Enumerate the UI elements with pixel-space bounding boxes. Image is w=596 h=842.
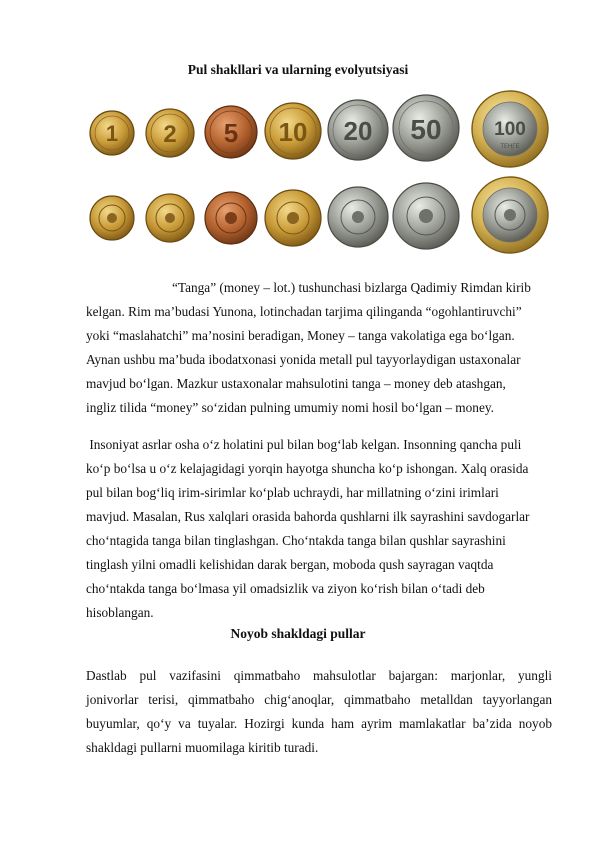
coin-10-obverse [265,190,321,246]
paragraph-1-line: “Tanga” (money – lot.) tushunchasi bizlarga Qadimiy Rimdan kirib [172,280,531,295]
coin-2-label: 2 [163,121,177,148]
paragraph-2-line: tinglash yilni omadli kelishidan darak bergan, moboda qush sayragan vaqtda [86,557,494,572]
coin-50-label: 50 [410,114,442,145]
paragraph-2-line: hisoblangan. [86,605,154,620]
paragraph-3-line: buyumlar, qo‘y va tuyalar. Hozirgi kunda ham ayrim mamlakatlar ba’zida noyob [86,716,552,731]
paragraph-1-line: kelgan. Rim ma’budasi Yunona, lotinchadan tarjima qilinganda “ogohlantiruvchi” [86,304,522,319]
coin-5-obverse [205,192,257,244]
coin-1-obverse [90,196,134,240]
coin-2-obverse [146,194,194,242]
coin-100-obverse [472,177,548,253]
paragraph-1-line: ingliz tilida “money” so‘zidan pulning umumiy nomi hosil bo‘lgan – money. [86,400,494,415]
section-heading: Noyob shakldagi pullar [230,626,366,641]
coin-2-reverse [146,109,194,157]
paragraph-2-line: ko‘p bo‘lsa u o‘z kelajagidagi yorqin hayotga shuncha ko‘p ishongan. Xalq orasida [86,461,529,476]
paragraph-1-line: yoki “maslahatchi” ma’nosini beradigan, Money – tanga vakolatiga ega bo‘lgan. [86,328,515,343]
coin-50-reverse [393,95,459,161]
paragraph-2-line: cho‘ntagida tanga bilan tinglashgan. Cho‘ntakda tanga bilan qushlar sayrashini [86,533,506,548]
coin-100-reverse [472,91,548,167]
paragraph-2 [86,433,552,625]
paragraph-3-line: jonivorlar terisi, qimmatbaho chig‘anoqlar, qimmatbaho metalldan tayyorlangan [86,692,552,707]
coin-100-label: 100 [494,119,526,140]
coin-20-obverse [328,187,388,247]
coin-1-reverse [90,111,134,155]
coin-50-obverse [393,183,459,249]
paragraph-2-line: pul bilan bog‘liq irim-sirimlar ko‘plab uchraydi, har millatning o‘zini irimlari [86,485,499,500]
coin-20-label: 20 [343,116,373,146]
paragraph-3-line: Dastlab pul vazifasini qimmatbaho mahsulotlar bajargan: marjonlar, yungli [86,668,552,683]
coin-20-reverse [328,100,388,160]
paragraph-1 [86,276,552,420]
coin-10-reverse [265,103,321,159]
paragraph-2-line: cho‘ntakda tanga bo‘lmasa yil omadsizlik va ziyon ko‘rish bilan o‘tadi deb [86,581,485,596]
coin-5-reverse [205,106,257,158]
page-title: Pul shakllari va ularning evolyutsiyasi [187,62,409,77]
coin-1-label: 1 [105,121,119,146]
coin-100-word: ТЕҢГЕ [500,144,520,150]
paragraph-1-line: Aynan ushbu ma’buda ibodatxonasi yonida metall pul tayyorlaydigan ustaxonalar [86,352,521,367]
paragraph-3-line: shakldagi pullarni muomilaga kiritib turadi. [86,740,319,755]
coin-10-label: 10 [278,117,308,147]
paragraph-3 [86,664,552,760]
coin-5-label: 5 [223,118,239,148]
paragraph-1-line: mavjud bo‘lgan. Mazkur ustaxonalar mahsulotini tanga – money deb atashgan, [86,376,506,391]
paragraph-2-line: mavjud. Masalan, Rus xalqlari orasida bahorda qushlarni ilk sayrashini savdogarlar [86,509,530,524]
coins-image [86,88,552,258]
paragraph-2-line: Insoniyat asrlar osha o‘z holatini pul bilan bog‘lab kelgan. Insonning qancha puli [86,437,522,452]
